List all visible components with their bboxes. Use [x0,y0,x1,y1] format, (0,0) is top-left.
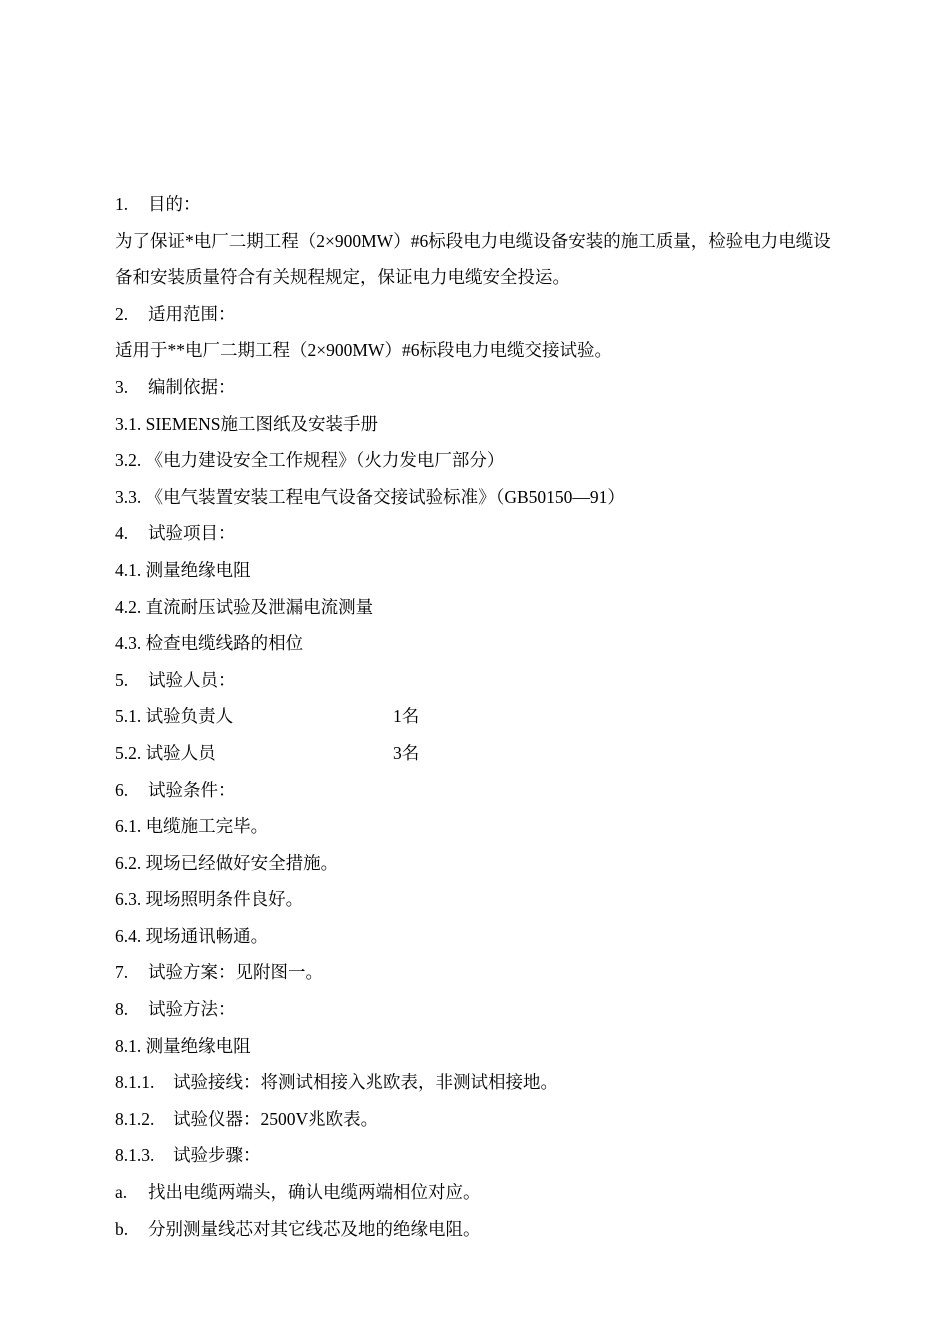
item-number: 8.1.2. [115,1108,155,1129]
section-number: 5. [115,669,129,690]
section-number: 7. [115,962,129,983]
section-heading [115,369,840,406]
item-text: 试验仪器：2500V兆欧表。 [173,1108,379,1129]
item-number: 8.1.3. [115,1145,155,1166]
item-text: 试验步骤： [173,1145,261,1166]
list-item [115,1174,840,1211]
list-item: 3.1. SIEMENS施工图纸及安装手册 [115,413,378,434]
item-number: b. [115,1218,129,1239]
personnel-count: 1名 [393,706,420,727]
section-title: 试验条件： [148,779,236,800]
item-text: 找出电缆两端头，确认电缆两端相位对应。 [148,1182,481,1203]
section-title: 适用范围： [148,303,236,324]
section-number: 6. [115,779,129,800]
section-heading [115,954,840,991]
subsection-heading: 8.1. 测量绝缘电阻 [115,1035,251,1056]
paragraph: 为了保证*电厂二期工程（2×900MW）#6标段电力电缆设备安装的施工质量，检验电力电缆设备和安装质量符合有关规程规定，保证电力电缆安全投运。 [115,230,831,288]
item-number: a. [115,1182,128,1203]
section-title: 编制依据： [148,376,236,397]
list-item: 6.1. 电缆施工完毕。 [115,816,269,837]
document-body [115,186,840,1247]
personnel-role: 5.1. 试验负责人 [115,706,234,727]
list-item: 3.2. 《电力建设安全工作规程》（火力发电厂部分） [115,450,505,471]
personnel-count: 3名 [393,742,420,763]
list-item [115,1101,840,1138]
section-heading [115,186,840,223]
section-heading [115,515,840,552]
section-number: 2. [115,303,129,324]
section-heading [115,772,840,809]
item-number: 8.1.1. [115,1072,155,1093]
section-heading [115,991,840,1028]
section-title: 试验方法： [148,999,236,1020]
section-number: 4. [115,523,129,544]
list-item [115,698,840,735]
item-text: 试验接线：将测试相接入兆欧表，非测试相接地。 [173,1072,558,1093]
personnel-role: 5.2. 试验人员 [115,742,216,763]
list-item: 6.4. 现场通讯畅通。 [115,925,269,946]
section-number: 1. [115,194,129,214]
list-item: 6.3. 现场照明条件良好。 [115,889,304,910]
section-title: 试验人员： [148,669,236,690]
section-title: 目的： [148,194,201,214]
list-item: 4.1. 测量绝缘电阻 [115,559,251,580]
list-item [115,1064,840,1101]
section-title: 试验方案：见附图一。 [148,962,323,983]
item-text: 分别测量线芯对其它线芯及地的绝缘电阻。 [148,1218,481,1239]
section-title: 试验项目： [148,523,236,544]
list-item: 4.2. 直流耐压试验及泄漏电流测量 [115,596,374,617]
section-heading [115,296,840,333]
list-item: 3.3. 《电气装置安装工程电气设备交接试验标准》（GB50150—91） [115,486,625,507]
list-item [115,1211,840,1248]
paragraph: 适用于**电厂二期工程（2×900MW）#6标段电力电缆交接试验。 [115,340,612,361]
list-item: 4.3. 检查电缆线路的相位 [115,633,304,654]
section-heading [115,662,840,699]
list-item [115,735,840,772]
list-item: 6.2. 现场已经做好安全措施。 [115,852,339,873]
section-number: 8. [115,999,129,1020]
section-number: 3. [115,376,129,397]
list-item [115,1137,840,1174]
